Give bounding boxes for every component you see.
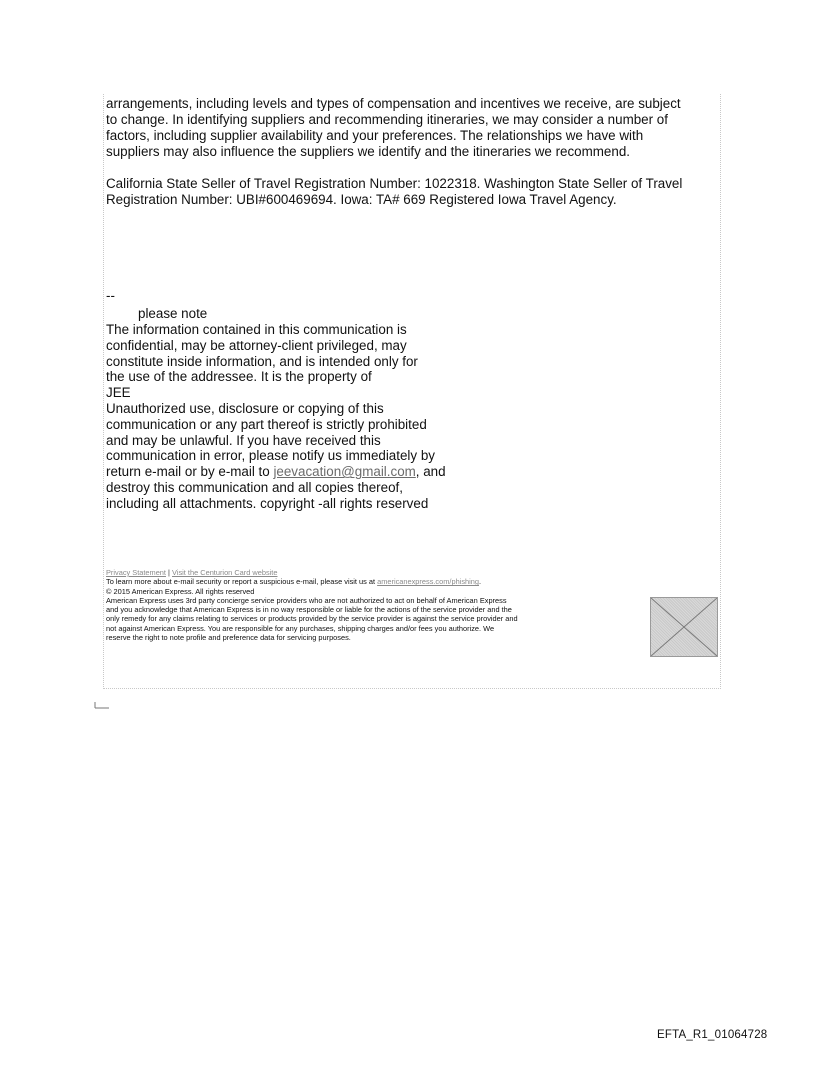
text-line: factors, including supplier availability and your preferences. The relationships we have with: [106, 128, 644, 143]
confidentiality-notice: [106, 322, 446, 512]
return-email-line: [106, 464, 446, 480]
text-line: California State Seller of Travel Registration Number: 1022318. Washington State Seller of Travel: [106, 176, 683, 191]
footer-links-line: [106, 568, 518, 577]
text-line: communication or any part thereof is strictly prohibited: [106, 416, 427, 432]
link-separator: |: [168, 568, 170, 577]
text-line: suppliers may also influence the suppliers we identify and the itineraries we recommend.: [106, 144, 630, 159]
centurion-website-link[interactable]: Visit the Centurion Card website: [172, 568, 278, 577]
broken-image-placeholder: [650, 597, 718, 657]
text-line: The information contained in this communication is: [106, 322, 407, 337]
security-line: [106, 577, 518, 586]
text-segment: .: [478, 577, 482, 587]
privacy-statement-link[interactable]: Privacy Statement: [106, 568, 166, 577]
phishing-link[interactable]: americanexpress.com/phishing: [377, 577, 479, 587]
disclaimer-line: only remedy for any claims relating to services or products provided by the service provider is against the service provider and: [106, 614, 518, 624]
disclaimer-line: and you acknowledge that American Express is in no way responsible or liable for the actions of the service provider and the: [106, 605, 512, 615]
copyright-line: © 2015 American Express. All rights reserved: [106, 586, 255, 596]
text-line: Unauthorized use, disclosure or copying of this: [106, 400, 384, 416]
text-segment: return e-mail or by e-mail to: [106, 464, 274, 480]
text-line: Registration Number: UBI#600469694. Iowa: TA# 669 Registered Iowa Travel Agency.: [106, 192, 617, 207]
disclaimer-line: not against American Express. You are responsible for any purchases, shipping charges and/or fees you authorize. We: [106, 623, 495, 633]
text-line: including all attachments. copyright -all rights reserved: [106, 495, 429, 511]
text-segment: , and: [415, 464, 446, 480]
seller-of-travel-paragraph: [106, 176, 682, 208]
text-line: arrangements, including levels and types of compensation and incentives we receive, are subject: [106, 96, 681, 111]
text-segment: To learn more about e-mail security or report a suspicious e-mail, please visit us at: [106, 577, 378, 587]
text-line: the use of the addressee. It is the property of: [106, 369, 372, 385]
please-note-heading: please note: [138, 306, 208, 321]
broken-image-icon: [651, 598, 717, 656]
amex-footer: [106, 568, 518, 642]
scan-mark-icon: [94, 700, 110, 709]
text-line: constitute inside information, and is intended only for: [106, 353, 418, 369]
text-line: JEE: [106, 385, 131, 401]
text-line: communication in error, please notify us immediately by: [106, 448, 435, 464]
text-line: confidential, may be attorney-client privileged, may: [106, 337, 407, 353]
text-line: and may be unlawful. If you have received this: [106, 432, 381, 448]
text-line: to change. In identifying suppliers and recommending itineraries, we may consider a number of: [106, 112, 668, 127]
document-id: EFTA_R1_01064728: [657, 1029, 768, 1041]
text-line: destroy this communication and all copies thereof,: [106, 479, 403, 495]
disclaimer-line: American Express uses 3rd party concierge service providers who are not authorized to act on behalf of American Express: [106, 595, 507, 605]
disclaimer-line: reserve the right to note profile and preference data for servicing purposes.: [106, 633, 351, 643]
signature-separator: --: [106, 288, 115, 303]
supplier-relationships-paragraph: [106, 96, 681, 160]
contact-email-link[interactable]: jeevacation@gmail.com: [273, 464, 416, 480]
